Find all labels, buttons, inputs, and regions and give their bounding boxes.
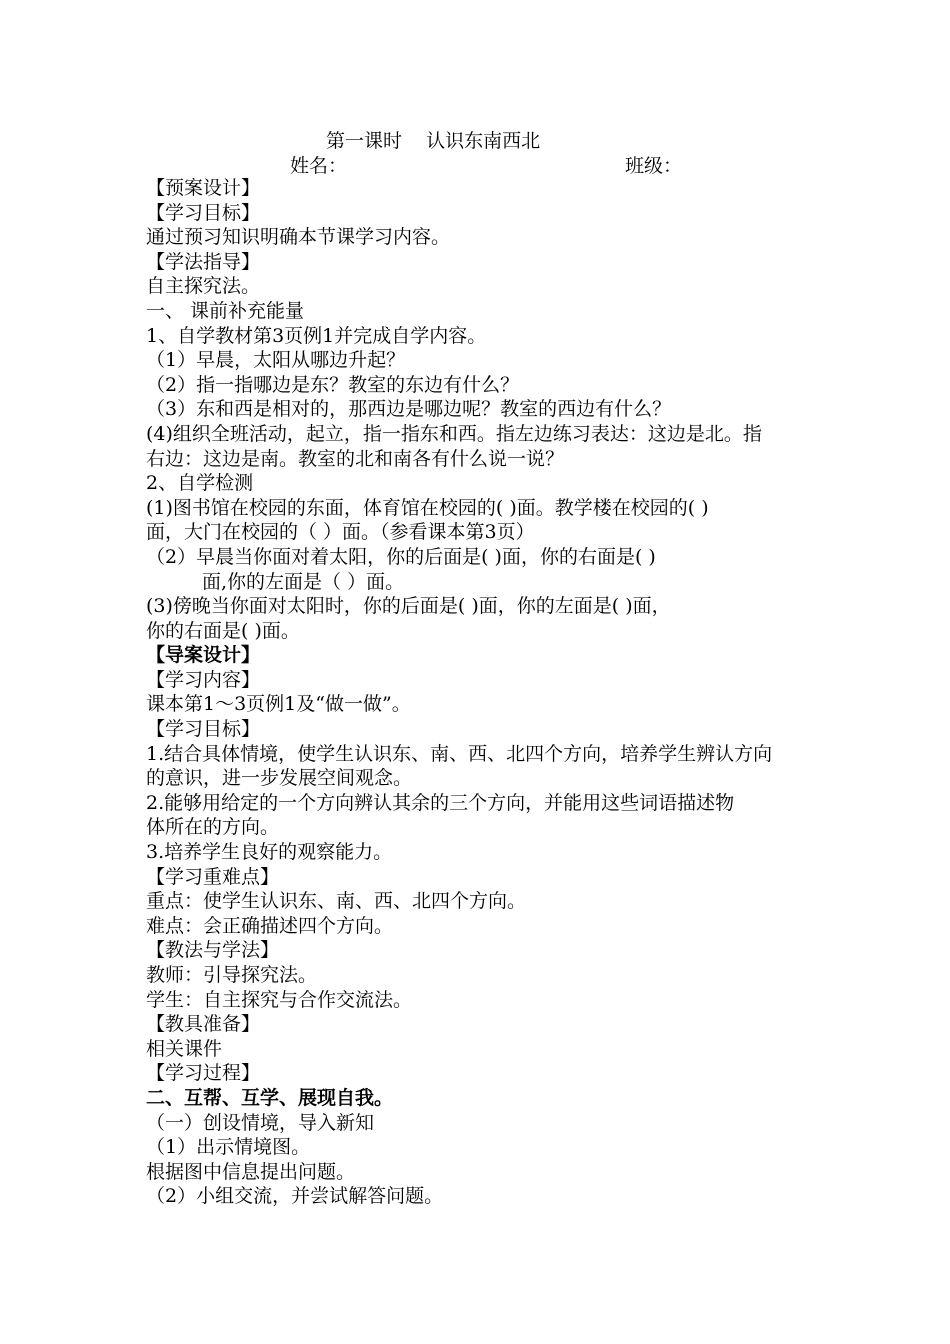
body-text: （1）早晨，太阳从哪边升起？ [146, 349, 406, 372]
body-text: 2、自学检测 [146, 472, 254, 495]
lesson-title: 第一课时 认识东南西北 [326, 130, 541, 152]
body-text: 自主探究法。 [146, 275, 261, 298]
body-text: (1)图书馆在校园的东面，体育馆在校园的( )面。教学楼在校园的( ) [146, 496, 709, 519]
body-text: (3)傍晚当你面对太阳时，你的后面是( )面，你的左面是( )面， [146, 595, 671, 618]
body-text: 二、互帮、互学、展现自我。 [146, 1086, 394, 1109]
body-text: 学生：自主探究与合作交流法。 [146, 988, 413, 1011]
section-heading: 【学习重难点】 [146, 865, 280, 888]
body-text: 根据图中信息提出问题。 [146, 1160, 356, 1183]
body-text: （一）创设情境，导入新知 [146, 1111, 375, 1134]
section-heading: 【导案设计】 [146, 644, 261, 667]
section-heading: 【学习目标】 [146, 201, 261, 224]
name-label: 姓名： [290, 155, 348, 177]
body-text: 课本第1～3页例1及“做一做”。 [146, 693, 411, 716]
body-text: 的意识，进一步发展空间观念。 [146, 767, 413, 790]
body-text: （2）指一指哪边是东？教室的东边有什么？ [146, 373, 520, 396]
section-heading: 【教具准备】 [146, 1013, 261, 1036]
body-text: 2.能够用给定的一个方向辨认其余的三个方向，并能用这些词语描述物 [146, 791, 735, 814]
body-text: 相关课件 [146, 1037, 223, 1060]
section-heading: 【学习目标】 [146, 718, 261, 741]
body-text: （1）出示情境图。 [146, 1136, 311, 1159]
body-text: 3.培养学生良好的观察能力。 [146, 841, 393, 864]
body-text: 通过预习知识明确本节课学习内容。 [146, 226, 451, 249]
body-text: 面，大门在校园的（ ）面。（参看课本第3页） [146, 521, 535, 544]
body-text: （2）早晨当你面对着太阳，你的后面是( )面，你的右面是( ) [146, 545, 656, 568]
section-heading: 【学法指导】 [146, 250, 261, 273]
document-body [146, 176, 852, 1209]
body-text: 体所在的方向。 [146, 816, 280, 839]
body-text: 教师：引导探究法。 [146, 964, 318, 986]
section-heading: 【预案设计】 [146, 177, 261, 199]
body-text: 右边：这边是南。教室的北和南各有什么说一说？ [146, 447, 565, 470]
body-text: 面,你的左面是（ ）面。 [202, 570, 405, 593]
body-text: （2）小组交流，并尝试解答问题。 [146, 1185, 444, 1208]
body-text: 1、自学教材第3页例1并完成自学内容。 [146, 324, 487, 347]
class-label: 班级： [625, 155, 683, 177]
body-text: 1.结合具体情境，使学生认识东、南、西、北四个方向，培养学生辨认方向 [146, 742, 773, 765]
section-heading: 【学习内容】 [146, 668, 261, 691]
section-heading: 【学习过程】 [146, 1062, 261, 1085]
body-text: 一、 课前补充能量 [146, 299, 305, 322]
body-text: (4)组织全班活动，起立，指一指东和西。指左边练习表达：这边是北。指 [146, 422, 762, 445]
body-text: 重点：使学生认识东、南、西、北四个方向。 [146, 890, 527, 913]
section-heading: 【教法与学法】 [146, 939, 280, 962]
body-text: 你的右面是( )面。 [146, 619, 300, 642]
body-text: 难点：会正确描述四个方向。 [146, 914, 394, 937]
body-text: （3）东和西是相对的，那西边是哪边呢？教室的西边有什么？ [146, 398, 672, 421]
